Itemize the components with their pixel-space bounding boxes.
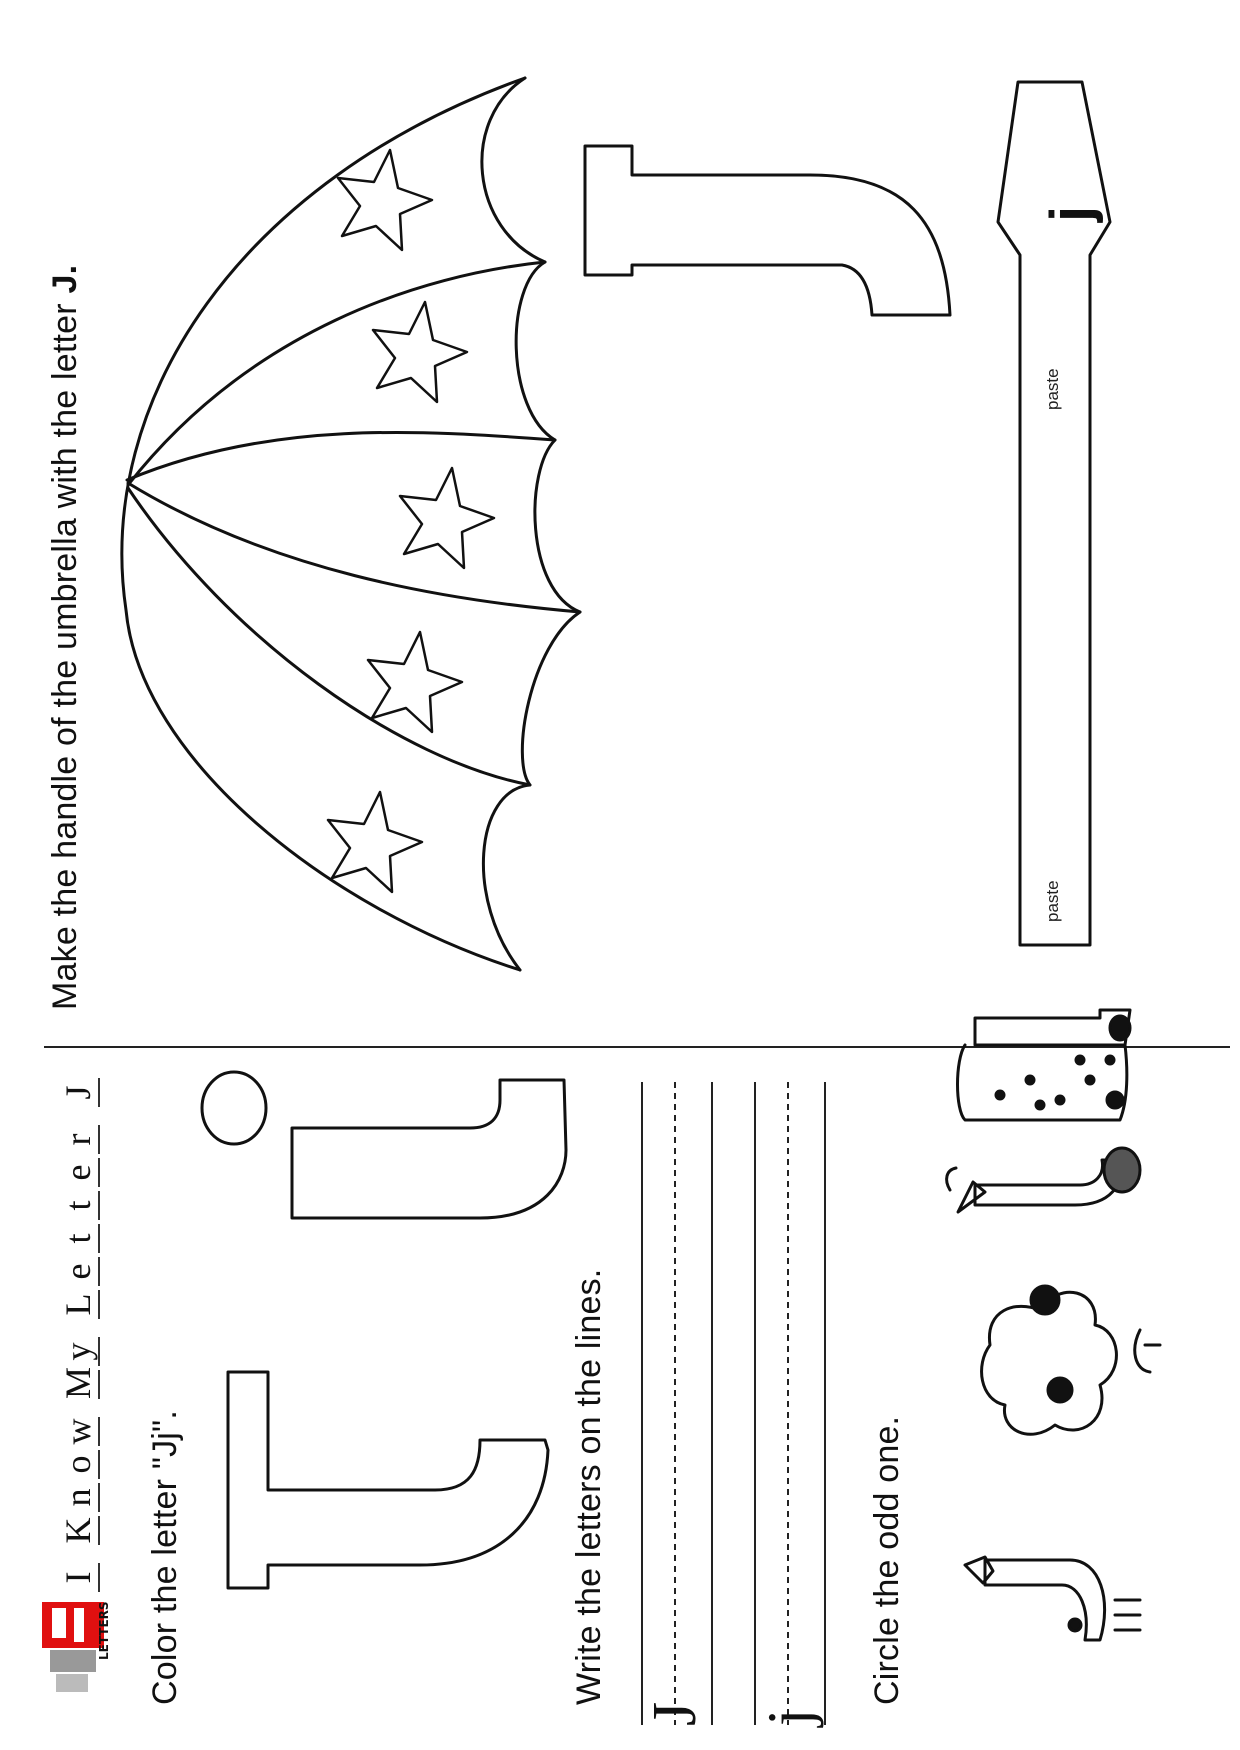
title-char: n [58, 1483, 100, 1512]
umbrella-instruction: Make the handle of the umbrella with the letter J. [46, 264, 84, 1010]
giraffe-j-picture [965, 1557, 1140, 1640]
title-char: e [58, 1158, 100, 1187]
title-char: M [58, 1366, 98, 1399]
trace-letter-upper: J [641, 1701, 709, 1726]
handle-letter: j [1039, 205, 1104, 222]
color-instruction: Color the letter "Jj". [146, 1410, 184, 1705]
title-char: e [58, 1257, 100, 1286]
title-char: I [58, 1563, 100, 1592]
title-char: J [58, 1078, 100, 1107]
title-char: y [58, 1337, 100, 1366]
title-char: r [58, 1125, 100, 1154]
title-char: K [58, 1517, 98, 1544]
umbrella-instruction-letter: J. [46, 264, 84, 294]
paste-label-bottom: paste [1043, 880, 1062, 922]
worm-j-picture [947, 1148, 1140, 1212]
title-char: t [58, 1191, 100, 1220]
title-char: o [58, 1450, 100, 1479]
title-char: t [58, 1224, 100, 1253]
title-char: L [58, 1290, 100, 1319]
number-three-picture [982, 1286, 1160, 1434]
circle-instruction: Circle the odd one. [868, 1415, 906, 1705]
logo-text: LETTERS [97, 1601, 111, 1660]
paste-label-top: paste [1043, 368, 1062, 410]
write-instruction: Write the letters on the lines. [570, 1268, 608, 1705]
trace-letter-lower: j [756, 1708, 824, 1726]
spotted-l-picture [958, 1010, 1131, 1120]
title-char: w [58, 1418, 98, 1445]
